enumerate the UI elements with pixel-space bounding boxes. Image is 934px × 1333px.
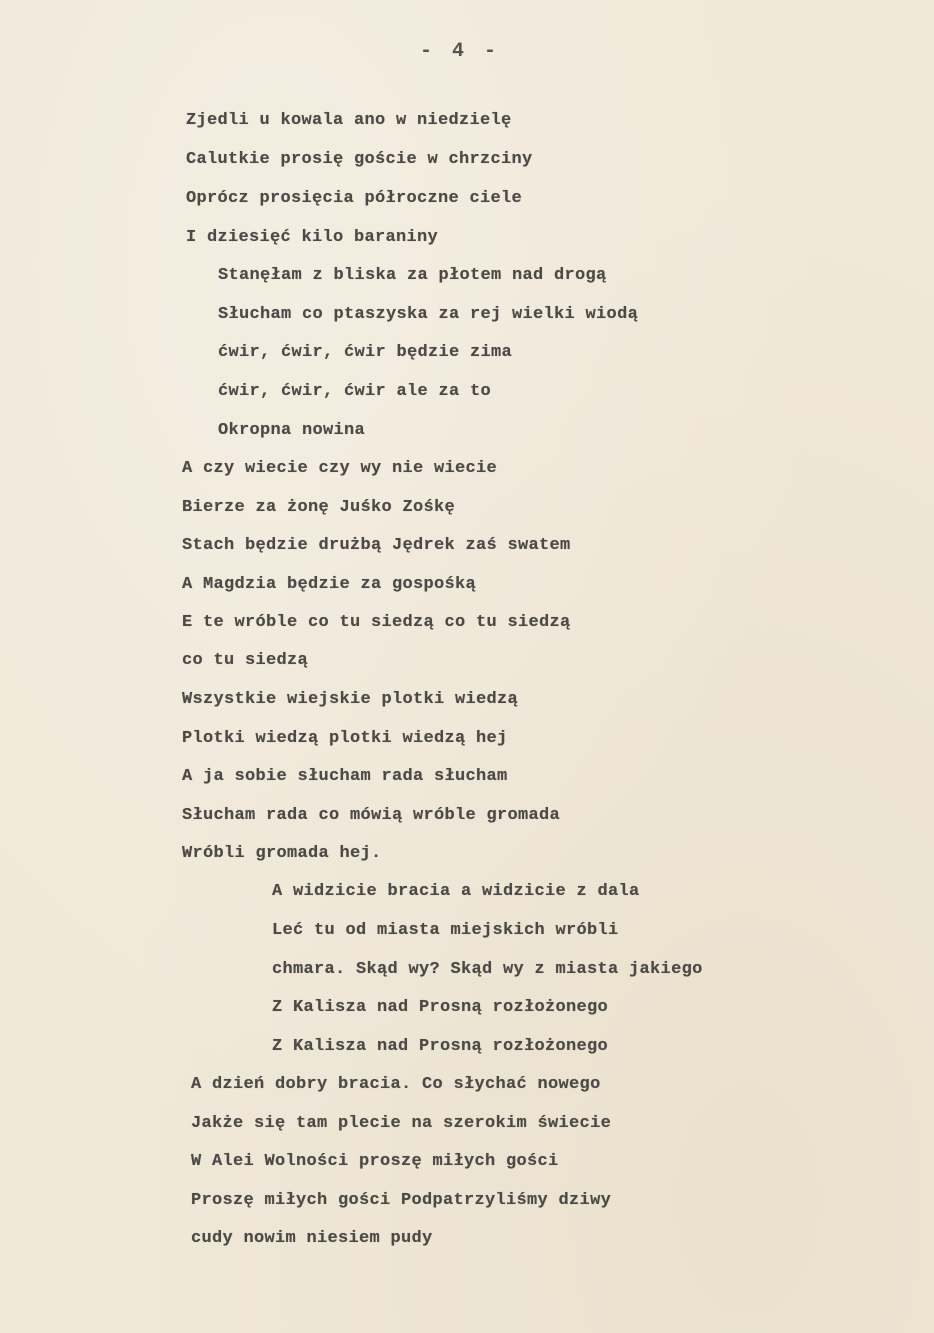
text-line: Proszę miłych gości Podpatrzyliśmy dziwy	[191, 1191, 612, 1210]
page-number: - 4 -	[420, 40, 501, 63]
text-line: Słucham rada co mówią wróble gromada	[182, 806, 561, 825]
text-line: A dzień dobry bracia. Co słychać nowego	[191, 1075, 601, 1094]
text-line: Zjedli u kowala ano w niedzielę	[186, 111, 512, 130]
text-line: Słucham co ptaszyska za rej wielki wiodą	[218, 305, 639, 324]
text-line: cudy nowim niesiem pudy	[191, 1229, 433, 1248]
text-line: Z Kalisza nad Prosną rozłożonego	[272, 998, 609, 1017]
text-line: Leć tu od miasta miejskich wróbli	[272, 921, 619, 940]
text-line: Oprócz prosięcia półroczne ciele	[186, 189, 523, 208]
text-line: A ja sobie słucham rada słucham	[182, 767, 508, 786]
text-line: co tu siedzą	[182, 651, 309, 670]
text-line: Okropna nowina	[218, 421, 366, 440]
text-line: Bierze za żonę Juśko Zośkę	[182, 498, 456, 517]
text-line: chmara. Skąd wy? Skąd wy z miasta jakiego	[272, 960, 703, 979]
text-line: ćwir, ćwir, ćwir będzie zima	[218, 343, 513, 362]
text-line: E te wróble co tu siedzą co tu siedzą	[182, 613, 571, 632]
text-line: A czy wiecie czy wy nie wiecie	[182, 459, 498, 478]
text-line: I dziesięć kilo baraniny	[186, 228, 439, 247]
text-line: W Alei Wolności proszę miłych gości	[191, 1152, 559, 1171]
text-line: Jakże się tam plecie na szerokim świecie	[191, 1114, 612, 1133]
text-line: Wróbli gromada hej.	[182, 844, 382, 863]
text-line: Wszystkie wiejskie plotki wiedzą	[182, 690, 519, 709]
text-line: A widzicie bracia a widzicie z dala	[272, 882, 640, 901]
text-line: Stach będzie drużbą Jędrek zaś swatem	[182, 536, 571, 555]
text-line: ćwir, ćwir, ćwir ale za to	[218, 382, 492, 401]
text-line: Stanęłam z bliska za płotem nad drogą	[218, 266, 607, 285]
text-line: A Magdzia będzie za gospośką	[182, 575, 477, 594]
text-line: Calutkie prosię goście w chrzciny	[186, 150, 533, 169]
text-line: Z Kalisza nad Prosną rozłożonego	[272, 1037, 609, 1056]
text-line: Plotki wiedzą plotki wiedzą hej	[182, 729, 508, 748]
